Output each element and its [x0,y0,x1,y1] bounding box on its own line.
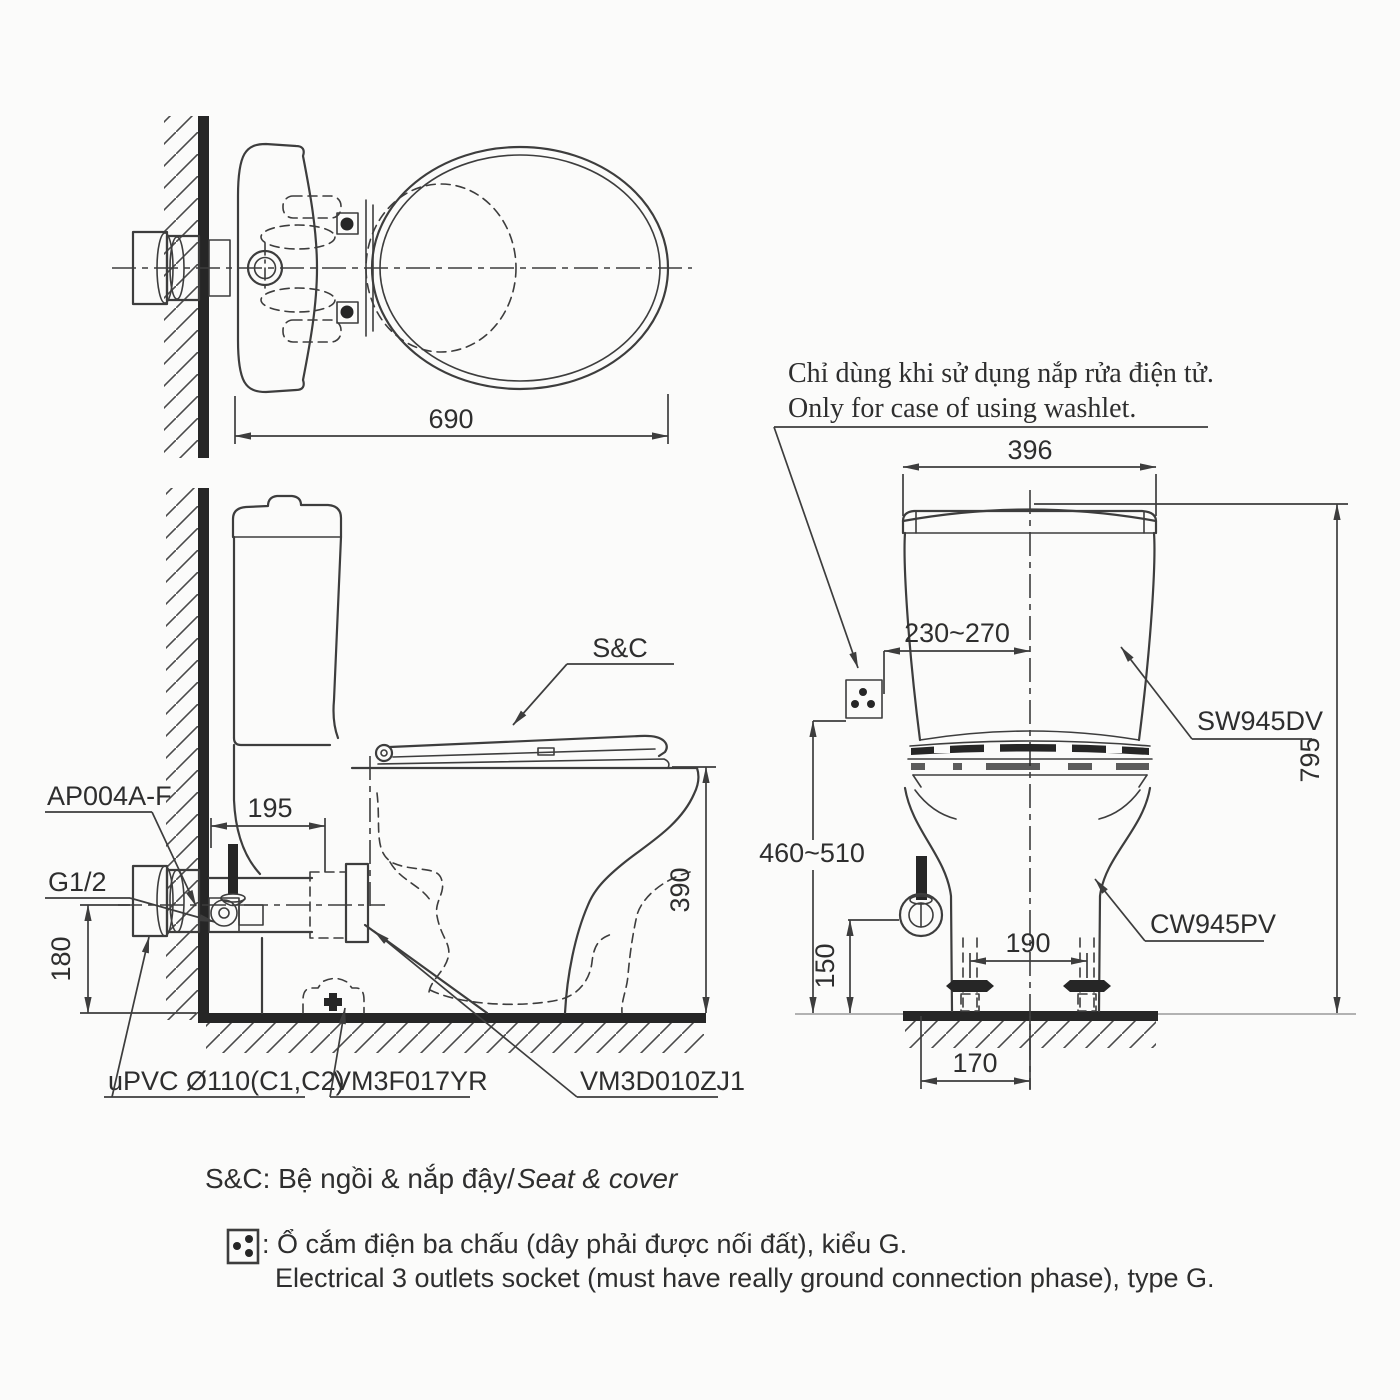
dim-socket-height-label: 460~510 [759,838,865,868]
stop-valve-label: AP004A-F [47,781,172,811]
label-seat-cover [513,633,674,725]
dim-bolt-pitch [970,928,1087,978]
legend-socket-vi: : Ổ cắm điện ba chấu (dây phải được nối đất), kiểu G. [262,1229,908,1259]
valve-front [848,856,942,936]
dim-tank-width-label: 396 [1007,435,1053,465]
bolt [228,844,238,894]
dim-rim-height [665,767,716,1013]
top-view [112,116,692,458]
bowl-front [905,788,1150,1011]
label-tank [1121,647,1323,739]
dim-rim-height-label: 390 [665,867,695,913]
flange-label: VM3F017YR [333,1066,488,1096]
dim-valve-height [810,920,850,1013]
socket-step [813,651,884,721]
bowl-model-label: CW945PV [1150,909,1277,939]
dim-socket-offset-label: 230~270 [904,618,1010,648]
floor-hatch [206,1023,704,1053]
legend-seat-cover-en: Seat & cover [517,1163,678,1194]
seat-front [908,741,1152,787]
dim-bolt-pitch-label: 190 [1005,928,1051,958]
wall-section [198,488,209,1022]
drain-pipe-label: uPVC Ø110(C1,C2) [108,1066,345,1096]
socket-legend-icon [228,1230,258,1263]
floor-section [198,1013,706,1023]
dim-overall-width-label: 690 [428,404,474,434]
joint-label: VM3D010ZJ1 [580,1066,746,1096]
tank-side [233,496,341,745]
dim-overall-height-label: 795 [1295,737,1325,783]
washlet-note-line2: Only for case of using washlet. [788,393,1137,424]
dim-valve-height-label: 150 [810,943,840,989]
front-view [759,358,1356,1090]
dim-socket-offset [884,618,1030,651]
label-bowl [1095,879,1276,941]
seat-cover-label: S&C [592,633,648,663]
dim-overall-width [235,394,668,444]
dim-inlet-height-label: 180 [46,936,76,982]
legend-seat-cover-term: S&C: Bệ ngồi & nắp đậy/ [205,1163,515,1194]
supply-pipe-side [118,844,385,942]
legend-socket-en: Electrical 3 outlets socket (must have really ground connection phase), type G. [275,1263,1215,1293]
dim-valve-offset-label: 170 [952,1048,998,1078]
thread-label: G1/2 [48,867,107,897]
dim-inlet-depth-label: 195 [247,793,293,823]
tank-model-label: SW945DV [1197,706,1324,736]
side-view [45,488,745,1097]
bowl-side [234,736,698,1013]
wall-hatch [166,488,199,1020]
wall-hatch [164,116,199,458]
legend [205,1163,1214,1293]
washlet-note-line1: Chỉ dùng khi sử dụng nắp rửa điện tử. [788,358,1214,389]
socket-icon [846,680,882,718]
flange-cross-icon [324,993,342,1011]
